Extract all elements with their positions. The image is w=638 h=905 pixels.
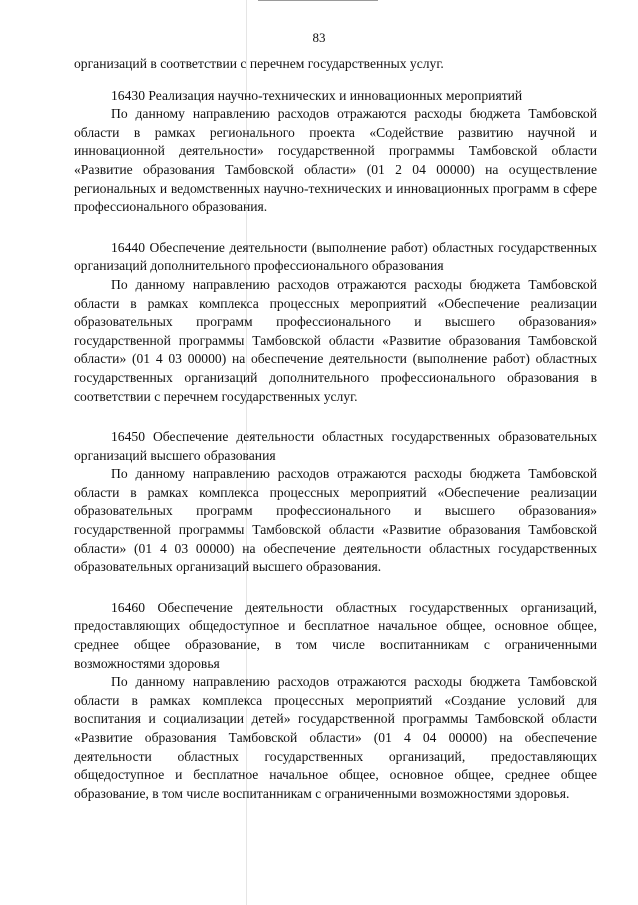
section-heading: 16430 Реализация научно-технических и инновационных мероприятий — [111, 87, 523, 103]
scan-top-mark — [258, 0, 378, 5]
intro-paragraph: организаций в соответствии с перечнем государственных услуг. — [74, 56, 444, 71]
section-body: По данному направлению расходов отражаются расходы бюджета Тамбовской области в рамках регионального проекта «Содействие развитию научной и инновационной деятельности» государственной программы Тамбовской области «Развитие образования Тамбовской области» (01 2 04 00000) на осуществление региональных и ведомственных научно-технических и инновационных программ в сфере профессионального образования. — [74, 106, 597, 215]
section-body: По данному направлению расходов отражаются расходы бюджета Тамбовской области в рамках комплекса процессных мероприятий «Создание условий для воспитания и социализации детей» государственной программы Тамбовской области «Развитие образования Тамбовской области» (01 4 04 00000) на обеспечение деятельности областных государственных организаций, предоставляющих общедоступное и бесплатное начальное общее, основное общее, среднее общее образование, в том числе воспитанникам с ограниченными возможностями здоровья. — [74, 674, 597, 801]
section-heading: 16460 Обеспечение деятельности областных государственных организаций, предоставляющих общедоступное и бесплатное начальное общее, основное общее, среднее общее образование, в том числе воспитанникам с ограниченными возможностями здоровья — [74, 599, 597, 671]
page-number: 83 — [312, 30, 326, 45]
document-body — [74, 55, 597, 803]
section-heading: 16440 Обеспечение деятельности (выполнение работ) областных государственных организаций дополнительного профессионального образования — [74, 239, 597, 274]
section-body: По данному направлению расходов отражаются расходы бюджета Тамбовской области в рамках комплекса процессных мероприятий «Обеспечение реализации образовательных программ профессионального и высшего образования» государственной программы Тамбовской области «Развитие образования Тамбовской области» (01 4 03 00000) на обеспечение деятельности областных государственных образовательных организаций высшего образования. — [74, 466, 597, 575]
section-body: По данному направлению расходов отражаются расходы бюджета Тамбовской области в рамках комплекса процессных мероприятий «Обеспечение реализации образовательных программ профессионального и высшего образования» государственной программы Тамбовской области «Развитие образования Тамбовской области» (01 4 03 00000) на обеспечение деятельности (выполнение работ) областных государственных организаций дополнительного профессионального образования в соответствии с перечнем государственных услуг. — [74, 276, 597, 404]
section-heading: 16450 Обеспечение деятельности областных государственных образовательных организаций высшего образования — [74, 429, 597, 463]
